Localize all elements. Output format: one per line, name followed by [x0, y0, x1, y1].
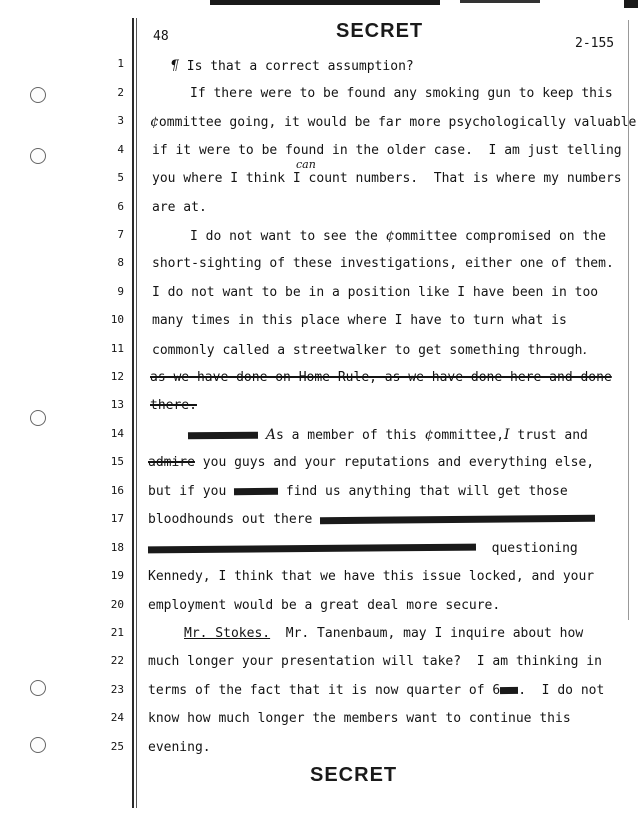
transcript-line: evening.: [148, 740, 211, 755]
transcript-line: As a member of this ¢ommittee,I trust and: [188, 427, 588, 444]
handwritten-correction: ¢: [424, 427, 434, 443]
handwritten-correction: .: [582, 342, 587, 358]
line-number: 22: [110, 654, 124, 667]
transcript-line: you where I think I count numbers. That is where my numbers: [152, 171, 622, 186]
binder-hole: [30, 148, 46, 164]
transcript-line: know how much longer the members want to continue this: [148, 711, 571, 726]
line-number: 12: [110, 370, 124, 383]
handwritten-insertion: can: [296, 158, 316, 171]
binder-hole: [30, 737, 46, 753]
transcript-line: If there were to be found any smoking gun to keep this: [190, 86, 613, 101]
line-number: 25: [110, 740, 124, 753]
redaction-bar: [148, 544, 476, 554]
redaction-bar: [500, 687, 518, 694]
page-number: 48: [153, 29, 169, 44]
line-number: 4: [117, 143, 124, 156]
handwritten-insertion: I: [504, 427, 510, 443]
line-number: 11: [110, 342, 124, 355]
transcript-line: questioning: [148, 541, 578, 557]
line-number: 17: [110, 512, 124, 525]
transcript-line: but if you find us anything that will get those: [148, 484, 568, 499]
line-number: 18: [110, 541, 124, 554]
handwritten-correction: A: [265, 427, 276, 443]
line-number: 3: [117, 114, 124, 127]
line-number: 13: [110, 398, 124, 411]
transcript-line: terms of the fact that it is now quarter of 6 . I do not: [148, 683, 605, 698]
transcript-line: short-sighting of these investigations, either one of them.: [152, 256, 614, 271]
line-number: 9: [117, 285, 124, 298]
transcript-line: employment would be a great deal more secure.: [148, 598, 501, 613]
transcript-line: if it were to be found in the older case. I am just telling: [152, 143, 622, 158]
line-number: 21: [110, 626, 124, 639]
line-number: 20: [110, 598, 124, 611]
transcript-line: are at.: [152, 200, 207, 215]
transcript-line: many times in this place where I have to turn what is: [152, 313, 567, 328]
struck-line: as we have done on Home Rule, as we have done here and done: [150, 370, 612, 385]
line-number: 1: [117, 57, 124, 70]
left-margin-rule: [136, 18, 137, 808]
classification-stamp: SECRET: [336, 20, 424, 42]
binder-hole: [30, 87, 46, 103]
transcript-line: commonly called a streetwalker to get something through.: [152, 342, 587, 358]
transcript-line: Kennedy, I think that we have this issue locked, and your: [148, 569, 595, 584]
line-number: 16: [110, 484, 124, 497]
line-number: 14: [110, 427, 124, 440]
line-number: 10: [110, 313, 124, 326]
line-number: 24: [110, 711, 124, 724]
handwritten-correction: ¢: [385, 228, 395, 244]
line-number: 7: [117, 228, 124, 241]
speaker-name: Mr. Stokes.: [184, 626, 271, 641]
struck-line: there.: [150, 398, 197, 413]
paragraph-mark: ¶: [170, 58, 179, 74]
document-code: 2-155: [575, 36, 615, 51]
scan-smudge: [624, 0, 638, 8]
transcript-line: ¶ Is that a correct assumption?: [170, 58, 414, 74]
classification-stamp: SECRET: [310, 764, 398, 786]
right-margin-rule: [628, 20, 629, 620]
transcript-line: bloodhounds out there: [148, 512, 595, 528]
transcript-line: much longer your presentation will take? I am thinking in: [148, 654, 602, 669]
scan-smudge: [460, 0, 540, 3]
handwritten-correction: ¢: [150, 114, 159, 130]
line-number: 23: [110, 683, 124, 696]
transcript-line: I do not want to see the ¢ommittee compromised on the: [190, 228, 606, 244]
transcript-line: I do not want to be in a position like I have been in too: [152, 285, 599, 300]
binder-hole: [30, 410, 46, 426]
transcript-line: admire you guys and your reputations and everything else,: [148, 455, 595, 470]
line-number: 5: [117, 171, 124, 184]
transcript-line: Mr. Stokes. Mr. Tanenbaum, may I inquire about how: [184, 626, 584, 641]
line-number: 19: [110, 569, 124, 582]
redaction-bar: [234, 488, 278, 495]
scan-smudge: [210, 0, 440, 5]
redaction-bar: [320, 515, 595, 524]
line-number: 2: [117, 86, 124, 99]
transcript-line: ¢ommittee going, it would be far more psychologically valuable: [150, 114, 637, 130]
line-number: 8: [117, 256, 124, 269]
line-number: 15: [110, 455, 124, 468]
binder-hole: [30, 680, 46, 696]
line-number: 6: [117, 200, 124, 213]
left-margin-rule: [132, 18, 134, 808]
redaction-bar: [188, 432, 258, 440]
